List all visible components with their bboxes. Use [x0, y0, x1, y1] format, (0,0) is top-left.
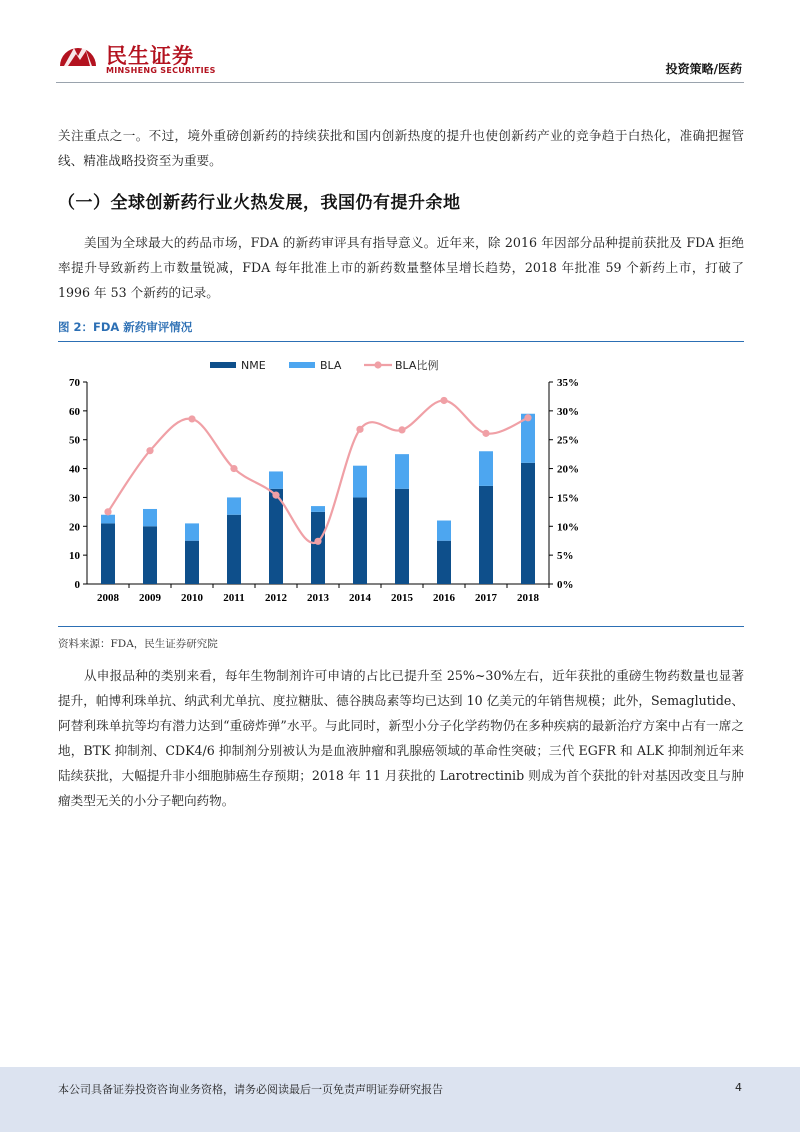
bar-nme: [521, 463, 535, 584]
section-title: （一）全球创新药行业火热发展，我国仍有提升余地: [58, 193, 461, 213]
y-tick-label: 40: [69, 463, 80, 476]
legend-swatch-nme: [210, 362, 236, 368]
x-tick-label: 2018: [517, 592, 539, 604]
paragraph-fda-overview: 美国为全球最大的药品市场，FDA 的新药审评具有指导意义。近年来，除 2016 年因部分品种提前获批及 FDA 拒绝率提升导致新药上市数量锐减，FDA 每年批准上市的新药数量整体呈增长趋势，2018 年批准 59 个新药上市，打破了 1996 年 53 个新药的记录。: [58, 235, 744, 300]
bla-ratio-point: [440, 397, 447, 404]
x-tick-label: 2013: [307, 592, 329, 604]
y2-tick-label: 0%: [557, 579, 574, 591]
paragraph-drug-categories: 从申报品种的类别来看，每年生物制剂许可申请的占比已提升至 25%~30%左右，近年获批的重磅生物药数量也显著提升，帕博利珠单抗、纳武利尤单抗、度拉糖肽、德谷胰岛素等均已达到 10 亿美元的年销售规模；此外，Semaglutide、阿替利珠单抗等均有潜力达到“重磅炸弹”水平。与此同时，新型小分子化学药物仍在多种疾病的最新治疗方案中占有一席之地，BTK 抑制剂、CDK4/6 抑制剂分别被认为是血液肿瘤和乳腺癌领域的革命性突破；三代 EGFR 和 ALK 抑制剂近年来陆续获批，大幅提升非小细胞肺癌生存预期；2018 年 11 月获批的 Larotrectinib 则成为首个获批的针对基因改变且与肿瘤类型无关的小分子靶向药物。: [58, 668, 744, 808]
y-tick-label: 30: [69, 492, 80, 505]
bar-bla: [395, 454, 409, 489]
page-footer: [0, 1067, 800, 1132]
legend-label-bla: BLA: [320, 359, 342, 372]
bar-bla: [185, 523, 199, 540]
bla-ratio-point: [104, 508, 111, 515]
fda-approval-chart: [58, 342, 744, 624]
y2-tick-label: 35%: [557, 377, 579, 389]
footer-disclaimer: 本公司具备证券投资咨询业务资格，请务必阅读最后一页免责声明证券研究报告: [58, 1083, 443, 1096]
bar-bla: [143, 509, 157, 526]
x-tick-label: 2009: [139, 592, 161, 604]
bar-nme: [479, 486, 493, 584]
y-tick-label: 70: [69, 377, 80, 389]
y2-tick-label: 10%: [557, 521, 579, 534]
x-tick-label: 2008: [97, 592, 119, 604]
y-tick-label: 50: [69, 434, 80, 447]
bar-nme: [269, 489, 283, 584]
header-divider: [56, 82, 744, 83]
legend-label-nme: NME: [241, 359, 266, 372]
logo-chinese-name: 民生证券: [106, 44, 194, 68]
legend-swatch-ratio-marker: [374, 361, 381, 368]
y2-tick-label: 25%: [557, 434, 579, 447]
bar-nme: [395, 489, 409, 584]
x-tick-label: 2010: [181, 592, 203, 604]
x-tick-label: 2017: [475, 592, 497, 604]
x-tick-label: 2011: [223, 592, 245, 604]
y-tick-label: 60: [69, 405, 80, 418]
y-tick-label: 10: [69, 550, 80, 563]
bla-ratio-point: [188, 415, 195, 422]
figure-bottom-rule: [58, 626, 744, 627]
bar-bla: [437, 521, 451, 541]
bar-bla: [311, 506, 325, 512]
y2-tick-label: 15%: [557, 492, 579, 505]
bar-bla: [479, 451, 493, 486]
bla-ratio-point: [482, 430, 489, 437]
bar-bla: [227, 497, 241, 514]
bla-ratio-point: [356, 426, 363, 433]
bar-bla: [353, 466, 367, 498]
bar-nme: [101, 523, 115, 584]
x-tick-label: 2016: [433, 592, 455, 604]
bar-nme: [437, 541, 451, 584]
figure-source: 资料来源：FDA，民生证券研究院: [58, 638, 218, 650]
legend-swatch-bla: [289, 362, 315, 368]
page-header: [0, 0, 800, 90]
x-tick-label: 2012: [265, 592, 287, 604]
y2-tick-label: 20%: [557, 463, 579, 476]
bar-nme: [227, 515, 241, 584]
bla-ratio-point: [272, 492, 279, 499]
bar-nme: [353, 497, 367, 584]
x-tick-label: 2015: [391, 592, 413, 604]
bla-ratio-point: [524, 414, 531, 421]
y-tick-label: 20: [69, 521, 80, 534]
legend-label-ratio: BLA比例: [395, 359, 439, 372]
minsheng-logo-icon: [56, 36, 100, 72]
bla-ratio-point: [146, 447, 153, 454]
y2-tick-label: 5%: [557, 550, 574, 563]
bar-nme: [311, 512, 325, 584]
bar-bla: [101, 515, 115, 524]
bla-ratio-point: [398, 426, 405, 433]
bar-bla: [269, 471, 283, 488]
logo-english-name: MINSHENG SECURITIES: [106, 66, 216, 75]
bla-ratio-point: [230, 465, 237, 472]
bar-nme: [143, 526, 157, 584]
x-tick-label: 2014: [349, 592, 371, 604]
y-tick-label: 0: [74, 579, 80, 591]
page-number: 4: [735, 1081, 742, 1094]
paragraph-intro: 关注重点之一。不过，境外重磅创新药的持续获批和国内创新热度的提升也使创新药产业的竞争趋于白热化，准确把握管线、精准战略投资至为重要。: [58, 128, 744, 168]
y2-tick-label: 30%: [557, 405, 579, 418]
report-category: 投资策略/医药: [665, 62, 742, 76]
bla-ratio-point: [314, 538, 321, 545]
bar-nme: [185, 541, 199, 584]
figure-title: 图 2：FDA 新药审评情况: [58, 320, 193, 334]
